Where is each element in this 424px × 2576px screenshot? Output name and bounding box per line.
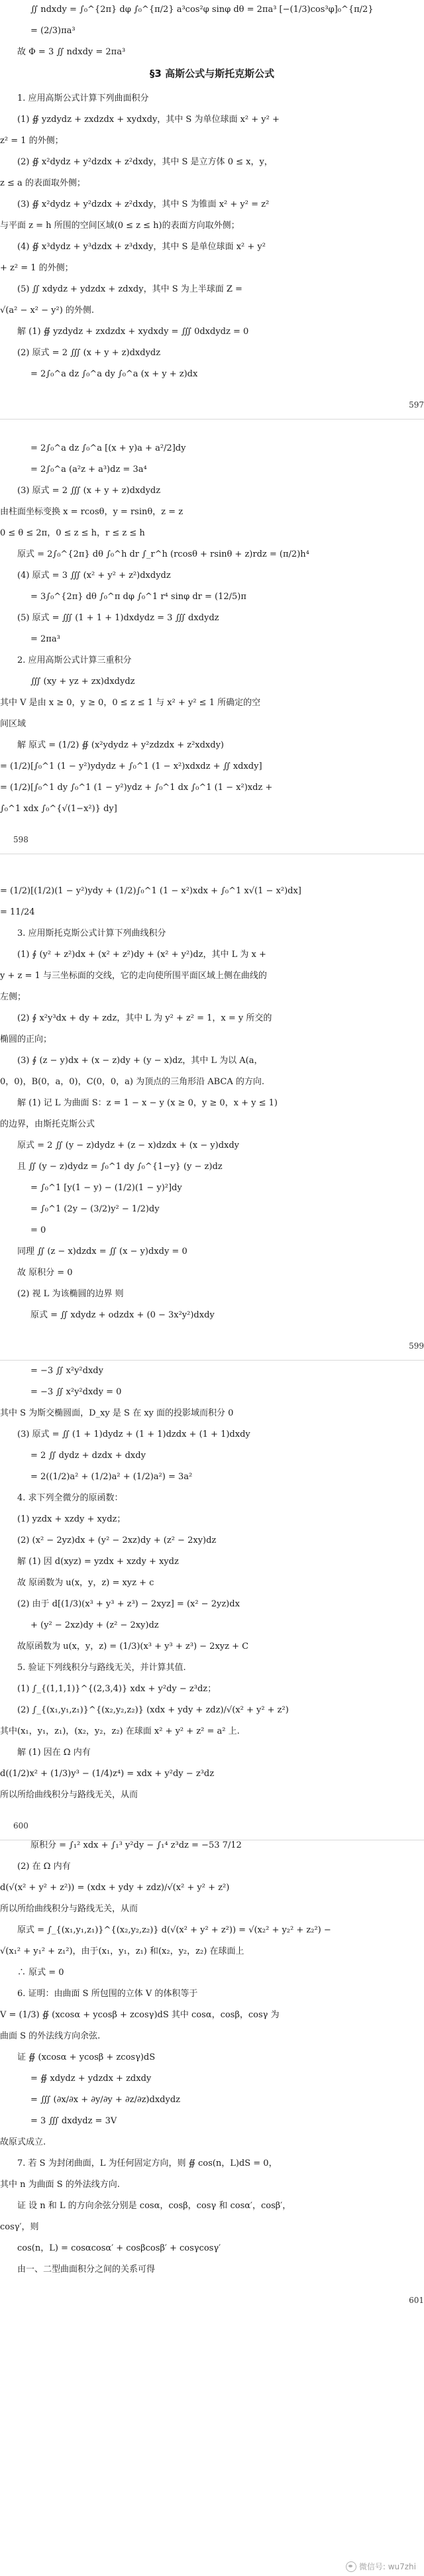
- page-number: 600: [13, 1821, 28, 1830]
- text-line: 原式 = ∬ xdydz + odzdx + (0 − 3x²y²)dxdy: [30, 1310, 215, 1320]
- text-line: (1) yzdx + xzdy + xydz；: [17, 1514, 126, 1524]
- text-line: = ∫₀^1 [y(1 − y) − (1/2)(1 − y)²]dy: [30, 1183, 182, 1193]
- text-line: y + z = 1 与三坐标面的交线，它的走向使所围平面区域上侧在曲线的: [0, 971, 267, 981]
- text-line: = 2πa³: [30, 634, 60, 644]
- text-line: 原式 = 2 ∬ (y − z)dydz + (z − x)dzdx + (x − y)dxdy: [17, 1141, 240, 1150]
- page-divider: [0, 419, 424, 420]
- text-line: + z² = 1 的外侧；: [0, 263, 74, 273]
- text-line: 椭圆的正向；: [0, 1035, 52, 1044]
- text-line: 故原式成立.: [0, 2137, 46, 2147]
- text-line: (3) 原式 = 2 ∭ (x + y + z)dxdydz: [17, 486, 161, 496]
- text-line: + (y² − 2xz)dy + (z² − 2xy)dz: [30, 1620, 159, 1630]
- text-line: 解 (1) 因 d(xyz) = yzdx + xzdy + xydz: [17, 1557, 179, 1567]
- text-line: 由一、二型曲面积分之间的关系可得: [17, 2265, 156, 2274]
- wechat-icon: [346, 2561, 356, 2572]
- text-line: = 3∫₀^{2π} dθ ∫₀^π dφ ∫₀^1 r⁴ sinφ dr = (12/5)π: [30, 592, 246, 602]
- text-line: = −3 ∬ x²y²dxdy: [30, 1366, 103, 1376]
- text-line: = ∭ (∂x/∂x + ∂y/∂y + ∂z/∂z)dxdydz: [30, 2095, 180, 2105]
- text-line: 解 (1) 记 L 为曲面 S：z = 1 − x − y (x ≥ 0，y ≥ 0，x + y ≤ 1): [17, 1098, 278, 1108]
- text-line: (3) ∮ (z − y)dx + (x − z)dy + (y − x)dz，其中 L 为以 A(a，: [17, 1056, 263, 1066]
- text-line: cosγ′，则: [0, 2222, 39, 2232]
- text-line: (3) ∯ x²dydz + y²dzdx + z²dxdy，其中 S 为锥面 x² + y² = z²: [17, 199, 270, 209]
- page-number: 599: [409, 1341, 424, 1351]
- text-line: 由柱面坐标变换 x = rcosθ，y = rsinθ，z = z: [0, 507, 184, 517]
- text-line: 原积分 = ∫₁² xdx + ∫₁³ y²dy − ∫₁⁴ z³dz = −53 7/12: [30, 1840, 242, 1850]
- text-line: (1) ∮ (y² + z²)dx + (x² + z²)dy + (x² + y²)dz，其中 L 为 x +: [17, 950, 266, 960]
- text-line: 解 原式 = (1/2) ∯ (x²ydydz + y²zdzdx + z²xdxdy): [17, 740, 225, 750]
- text-line: d(√(x² + y² + z²)) = (xdx + ydy + zdz)/√(x² + y² + z²): [0, 1883, 230, 1893]
- text-line: 3. 应用斯托克斯公式计算下列曲线积分: [17, 928, 166, 938]
- text-line: z² = 1 的外侧；: [0, 136, 64, 146]
- text-line: (4) ∯ x³dydz + y³dzdx + z³dxdy，其中 S 是单位球面 x² + y²: [17, 242, 266, 252]
- text-line: = 2∫₀^a dz ∫₀^a [(x + y)a + a²/2]dy: [30, 443, 186, 453]
- text-line: 0，0)，B(0，a，0)，C(0，0，a) 为顶点的三角形沿 ABCA 的方向.: [0, 1077, 265, 1087]
- text-line: 证 ∯ (xcosα + ycosβ + zcosγ)dS: [17, 2052, 156, 2062]
- text-line: (3) 原式 = ∬ (1 + 1)dydz + (1 + 1)dzdx + (1 + 1)dxdy: [17, 1429, 250, 1439]
- text-line: (2) (x² − 2yz)dx + (y² − 2xz)dy + (z² − 2xy)dz: [17, 1536, 217, 1545]
- text-line: cos(n，L) = cosαcosα′ + cosβcosβ′ + cosγcosγ′: [17, 2243, 221, 2253]
- text-line: (2) 由于 d[(1/3)(x³ + y³ + z³) − 2xyz] = (x² − 2yz)dx: [17, 1599, 240, 1609]
- section-heading: §3 高斯公式与斯托克斯公式: [149, 68, 275, 80]
- text-line: (2) ∫_{(x₁,y₁,z₁)}^{(x₂,y₂,z₂)} (xdx + ydy + zdz)/√(x² + y² + z²): [17, 1705, 289, 1715]
- text-line: √(x₁² + y₁² + z₁²)，由于(x₁，y₁，z₁) 和(x₂，y₂，z₂) 在球面上: [0, 1946, 244, 1956]
- text-line: 其中 V 是由 x ≥ 0，y ≥ 0，0 ≤ z ≤ 1 与 x² + y² ≤ 1 所确定的空: [0, 698, 261, 708]
- text-line: 故 原积分 = 0: [17, 1268, 73, 1278]
- text-line: = 2∫₀^a (a²z + a³)dz = 3a⁴: [30, 465, 147, 475]
- page-divider: [0, 1360, 424, 1361]
- text-line: 同理 ∬ (z − x)dzdx = ∬ (x − y)dxdy = 0: [17, 1247, 187, 1257]
- text-line: (2) 在 Ω 内有: [17, 1862, 71, 1872]
- text-line: 所以所给曲线积分与路线无关，从而: [0, 1790, 138, 1800]
- text-line: 解 (1) 因在 Ω 内有: [17, 1748, 91, 1758]
- text-line: ∭ (xy + yz + zx)dxdydz: [30, 677, 135, 687]
- text-line: 其中(x₁，y₁，z₁)，(x₂，y₂，z₂) 在球面 x² + y² + z² = a² 上.: [0, 1726, 240, 1736]
- text-line: ∬ ndxdy = ∫₀^{2π} dφ ∫₀^{π/2} a³cos²φ sinφ dθ = 2πa³ [−(1/3)cos³φ]₀^{π/2}: [30, 5, 374, 15]
- text-line: 原式 = 2∫₀^{2π} dθ ∫₀^h dr ∫_r^h (rcosθ + rsinθ + z)rdz = (π/2)h⁴: [17, 549, 309, 559]
- text-line: ∴ 原式 = 0: [17, 1968, 64, 1978]
- watermark-text: 微信号: wu7zhi: [358, 2562, 416, 2571]
- text-line: (4) 原式 = 3 ∭ (x² + y² + z²)dxdydz: [17, 571, 171, 581]
- text-line: 0 ≤ θ ≤ 2π，0 ≤ z ≤ h，r ≤ z ≤ h: [0, 528, 145, 538]
- text-line: = 2 ∬ dydz + dzdx + dxdy: [30, 1451, 146, 1461]
- text-line: = −3 ∬ x²y²dxdy = 0: [30, 1387, 122, 1397]
- text-line: 解 (1) ∯ yzdydz + zxdzdx + xydxdy = ∭ 0dxdydz = 0: [17, 327, 249, 337]
- text-line: (2) 原式 = 2 ∭ (x + y + z)dxdydz: [17, 348, 161, 358]
- page-number: 597: [409, 400, 424, 410]
- text-line: = 3 ∭ dxdydz = 3V: [30, 2116, 117, 2126]
- text-line: 的边界，由斯托克斯公式: [0, 1119, 95, 1129]
- text-line: = (1/2)[∫₀^1 dy ∫₀^1 (1 − y²)ydz + ∫₀^1 dx ∫₀^1 (1 − x²)xdz +: [0, 783, 273, 793]
- text-line: 2. 应用高斯公式计算三重积分: [17, 655, 132, 665]
- text-line: 曲面 S 的外法线方向余弦.: [0, 2031, 101, 2041]
- text-line: 其中 S 为斯交椭圆面，D_xy 是 S 在 xy 面的投影域而积分 0: [0, 1408, 234, 1418]
- watermark: [346, 2561, 416, 2572]
- text-line: = (2/3)πa³: [30, 26, 76, 36]
- text-line: ∫₀^1 xdx ∫₀^{√(1−x²)} dy]: [0, 804, 117, 814]
- text-line: = 2((1/2)a² + (1/2)a² + (1/2)a²) = 3a²: [30, 1472, 193, 1482]
- text-line: (2) ∮ x²y³dx + dy + zdz，其中 L 为 y² + z² = 1，x = y 所交的: [17, 1013, 272, 1023]
- text-line: = ∯ xdydz + ydzdx + zdxdy: [30, 2074, 152, 2084]
- text-line: 左侧；: [0, 992, 26, 1002]
- text-line: 1. 应用高斯公式计算下列曲面积分: [17, 93, 149, 103]
- text-line: (1) ∫_{(1,1,1)}^{(2,3,4)} xdx + y²dy − z³dz；: [17, 1684, 217, 1694]
- text-line: 间区域: [0, 719, 26, 729]
- text-line: d((1/2)x² + (1/3)y³ − (1/4)z⁴) = xdx + y²dy − z³dz: [0, 1769, 215, 1779]
- text-line: = 2∫₀^a dz ∫₀^a dy ∫₀^a (x + y + z)dx: [30, 369, 198, 379]
- text-line: = 11/24: [0, 907, 35, 917]
- text-line: 且 ∬ (y − z)dydz = ∫₀^1 dy ∫₀^{1−y} (y − z)dz: [17, 1162, 223, 1172]
- text-line: 与平面 z = h 所围的空间区域(0 ≤ z ≤ h)的表面方向取外侧；: [0, 221, 240, 231]
- page-number: 601: [409, 2296, 424, 2305]
- text-line: 故 Φ = 3 ∬ ndxdy = 2πa³: [17, 47, 126, 57]
- text-line: 其中 n 为曲面 S 的外法线方向.: [0, 2180, 120, 2190]
- text-line: 所以所给曲线积分与路线无关，从而: [0, 1904, 138, 1914]
- text-line: 6. 证明：由曲面 S 所包围的立体 V 的体积等于: [17, 1989, 198, 1999]
- text-line: 故原函数为 u(x，y，z) = (1/3)(x³ + y³ + z³) − 2xyz + C: [17, 1642, 249, 1652]
- text-line: 5. 验证下列线积分与路线无关，并计算其值.: [17, 1663, 186, 1673]
- text-line: = (1/2)[(1/2)(1 − y²)ydy + (1/2)∫₀^1 (1 − x²)xdx + ∫₀^1 x√(1 − x²)dx]: [0, 886, 301, 896]
- text-line: (2) ∯ x²dydz + y²dzdx + z²dxdy，其中 S 是立方体 0 ≤ x，y，: [17, 157, 273, 167]
- text-line: 原式 = ∫_{(x₁,y₁,z₁)}^{(x₂,y₂,z₂)} d(√(x² + y² + z²)) = √(x₂² + y₂² + z₂²) −: [17, 1925, 331, 1935]
- text-line: = 0: [30, 1225, 46, 1235]
- text-line: 4. 求下列全微分的原函数：: [17, 1493, 123, 1503]
- text-line: z ≤ a 的表面取外侧；: [0, 178, 85, 188]
- text-line: (5) 原式 = ∭ (1 + 1 + 1)dxdydz = 3 ∭ dxdydz: [17, 613, 219, 623]
- text-line: 故 原函数为 u(x，y，z) = xyz + c: [17, 1578, 154, 1588]
- text-line: (2) 视 L 为该椭圆的边界 则: [17, 1289, 124, 1299]
- text-line: 证 设 n 和 L 的方向余弦分别是 cosα，cosβ，cosγ 和 cosα′，cosβ′，: [17, 2201, 292, 2211]
- text-line: (1) ∯ yzdydz + zxdzdx + xydxdy，其中 S 为单位球面 x² + y² +: [17, 115, 280, 125]
- text-line: √(a² − x² − y²) 的外侧.: [0, 306, 95, 315]
- text-line: 7. 若 S 为封闭曲面，L 为任何固定方向，则 ∯ cos(n，L)dS = 0，: [17, 2158, 278, 2168]
- text-line: = (1/2)[∫₀^1 (1 − y²)ydydz + ∫₀^1 (1 − x²)xdxdz + ∬ xdxdy]: [0, 761, 262, 771]
- text-line: (5) ∬ xdydz + ydzdx + zdxdy，其中 S 为上半球面 Z =: [17, 284, 242, 294]
- text-line: = ∫₀^1 (2y − (3/2)y² − 1/2)dy: [30, 1204, 160, 1214]
- page-number: 598: [13, 835, 28, 844]
- text-line: V = (1/3) ∯ (xcosα + ycosβ + zcosγ)dS 其中 cosα，cosβ，cosγ 为: [0, 2010, 280, 2020]
